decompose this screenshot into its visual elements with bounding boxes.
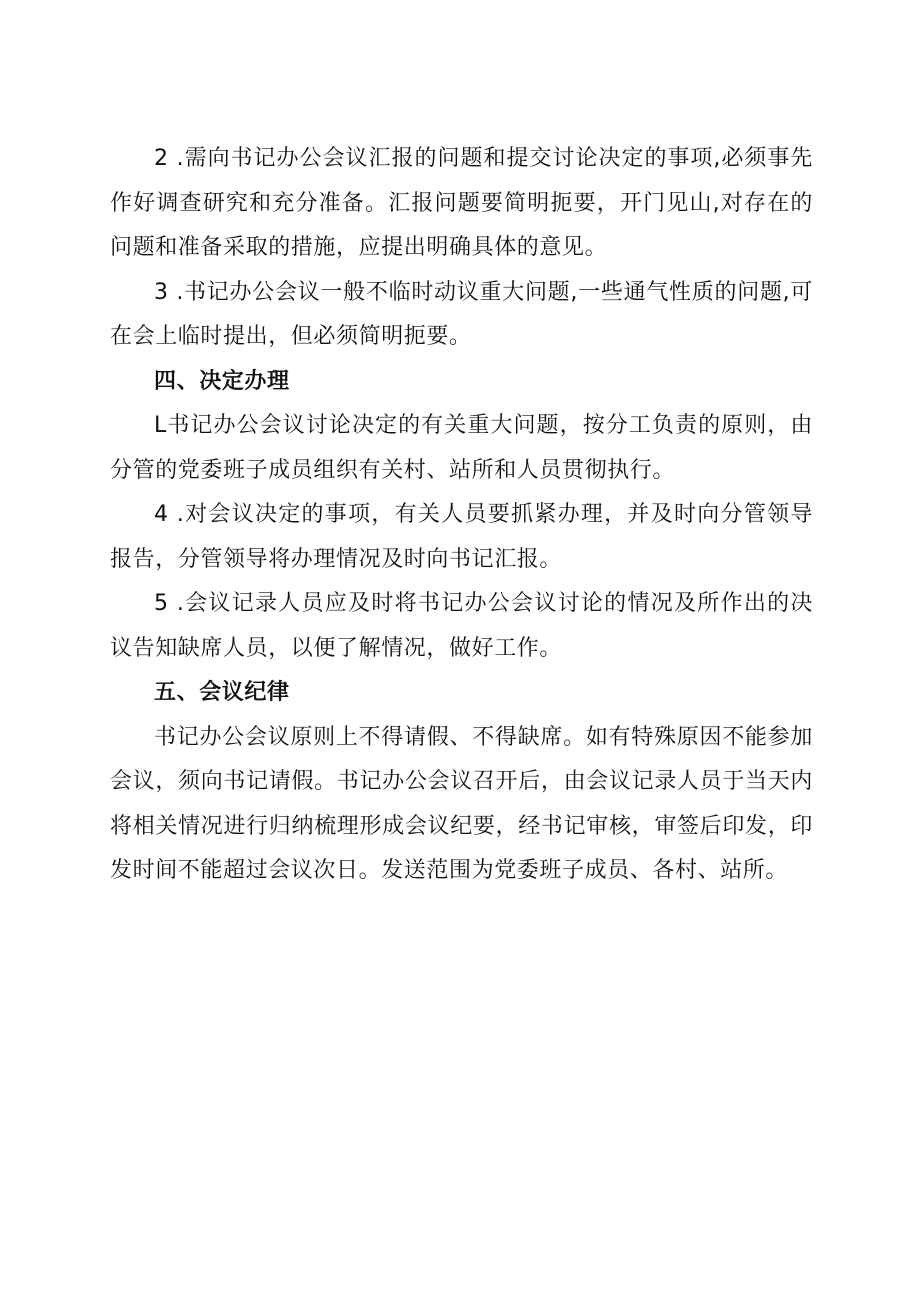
paragraph-decision-1: L书记办公会议讨论决定的有关重大问题，按分工负责的原则，由分管的党委班子成员组织有关村、站所和人员贯彻执行。 — [110, 413, 813, 483]
document-body — [110, 137, 813, 894]
paragraph-decision-5: 5 .会议记录人员应及时将书记办公会议讨论的情况及所作出的决议告知缺席人员，以便了解情况，做好工作。 — [110, 591, 813, 661]
section-heading-meeting-discipline: 五、会议纪律 — [154, 680, 290, 705]
section-heading-decision-handling: 四、决定办理 — [154, 368, 290, 394]
paragraph-item-2: 2 .需向书记办公会议汇报的问题和提交讨论决定的事项,必须事先作好调查研究和充分准备。汇报问题要简明扼要，开门见山,对存在的问题和准备采取的措施，应提出明确具体的意见。 — [110, 146, 813, 260]
paragraph-decision-4: 4 .对会议决定的事项，有关人员要抓紧办理，并及时向分管领导报告，分管领导将办理情况及时向书记汇报。 — [110, 502, 813, 572]
paragraph-item-3: 3 .书记办公会议一般不临时动议重大问题,一些通气性质的问题,可在会上临时提出，但必须简明扼要。 — [110, 279, 813, 349]
paragraph-discipline: 书记办公会议原则上不得请假、不得缺席。如有特殊原因不能参加会议，须向书记请假。书记办公会议召开后，由会议记录人员于当天内将相关情况进行归纳梳理形成会议纪要，经书记审核，审签后印发，印发时间不能超过会议次日。发送范围为党委班子成员、各村、站所。 — [110, 724, 813, 883]
